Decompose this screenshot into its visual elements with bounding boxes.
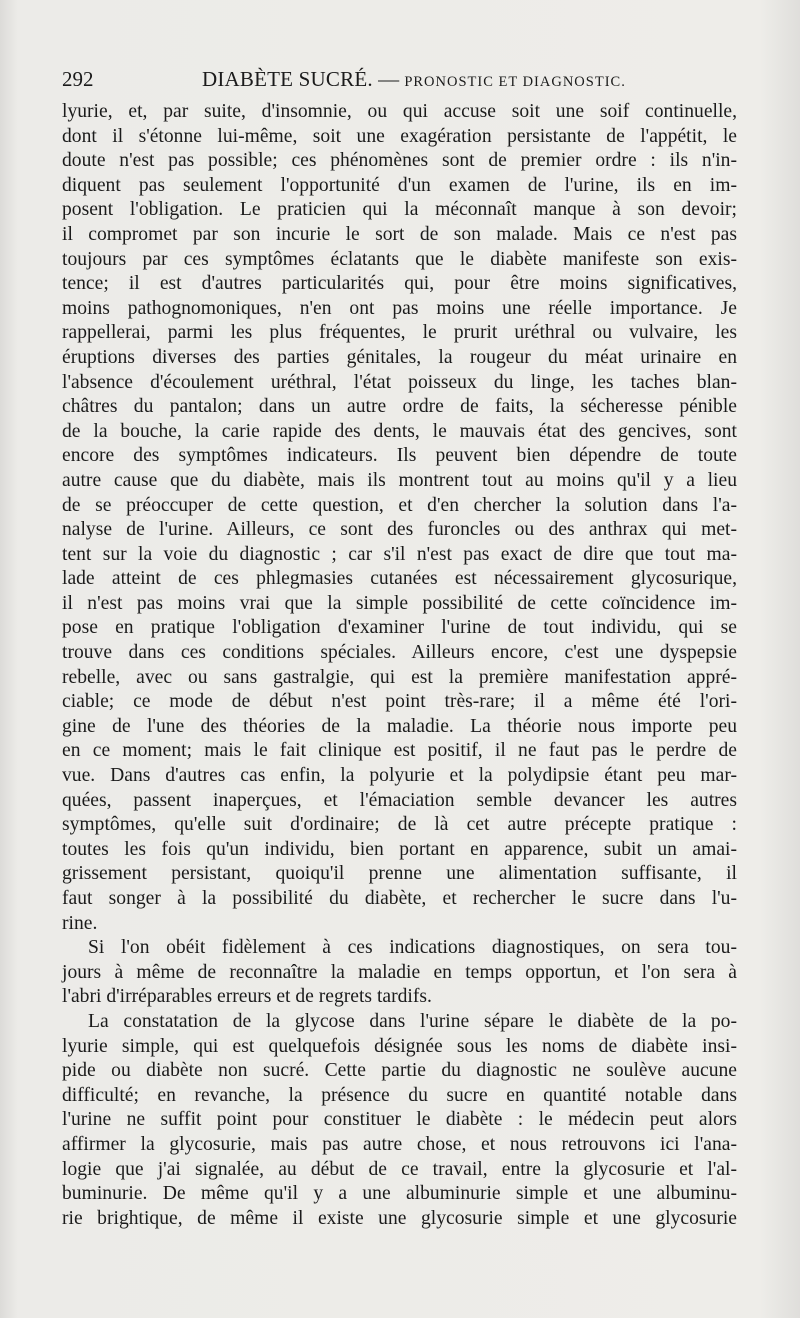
text-line: doute n'est pas possible; ces phénomènes sont de premier ordre : ils n'in- (62, 150, 737, 172)
text-line: dont il s'étonne lui-même, soit une exagération persistante de l'appétit, le (62, 125, 737, 147)
text-line: lyurie, et, par suite, d'insomnie, ou qui accuse soit une soif continuelle, (62, 101, 737, 122)
paragraph-end-line: rine. (62, 912, 98, 934)
paragraph-start-line: La constatation de la glycose dans l'urine sépare le diabète de la po- (88, 1010, 737, 1032)
text-line: trouve dans ces conditions spéciales. Ailleurs encore, c'est une dyspepsie (62, 642, 737, 664)
text-line: buminurie. De même qu'il y a une albuminurie simple et une albuminu- (62, 1183, 737, 1205)
header-title: DIABÈTE SUCRÉ. (202, 67, 373, 91)
text-line: tence; il est d'autres particularités qui, pour être moins significatives, (62, 273, 737, 295)
text-line: pose en pratique l'obligation d'examiner l'urine de tout individu, qui se (62, 617, 737, 639)
text-line: autre cause que du diabète, mais ils montrent tout au moins qu'il y a lieu (62, 469, 737, 491)
text-line: de la bouche, la carie rapide des dents, le mauvais état des gencives, sont (62, 420, 737, 442)
text-line: il compromet par son incurie le sort de son malade. Mais ce n'est pas (62, 223, 737, 245)
text-line: diquent pas seulement l'opportunité d'un examen de l'urine, ils en im- (62, 174, 737, 196)
text-line: éruptions diverses des parties génitales, la rougeur du méat urinaire en (62, 346, 737, 368)
text-line: toujours par ces symptômes éclatants que le diabète manifeste son exis- (62, 248, 737, 270)
body-text (62, 100, 737, 1231)
text-line: faut songer à la possibilité du diabète, et rechercher le sucre dans l'u- (62, 888, 737, 909)
text-line: logie que j'ai signalée, au début de ce travail, entre la glycosurie et l'al- (62, 1158, 737, 1180)
text-line: grissement persistant, quoiqu'il prenne une alimentation suffisante, il (62, 863, 737, 885)
header-dash: — (378, 67, 400, 91)
text-line: encore des symptômes indicateurs. Ils peuvent bien dépendre de toute (62, 445, 737, 467)
text-line: châtres du pantalon; dans un autre ordre de faits, la sécheresse pénible (62, 396, 737, 418)
text-line: posent l'obligation. Le praticien qui la méconnaît manque à son devoir; (62, 199, 737, 221)
text-line: moins pathognomoniques, n'en ont pas moins une réelle importance. Je (62, 297, 737, 319)
text-line: lyurie simple, qui est quelquefois désignée sous les noms de diabète insi- (62, 1035, 737, 1057)
text-line: en ce moment; mais le fait clinique est positif, il ne faut pas le perdre de (62, 740, 737, 762)
running-header (62, 66, 737, 95)
text-line: difficulté; en revanche, la présence du sucre en quantité notable dans (62, 1084, 737, 1106)
text-line: ciable; ce mode de début n'est point très-rare; il a même été l'ori- (62, 691, 737, 713)
text-line: quées, passent inaperçues, et l'émaciation semble devancer les autres (62, 789, 737, 811)
text-line: tent sur la voie du diagnostic ; car s'il n'est pas exact de dire que tout ma- (62, 543, 737, 565)
paragraph-end-line: l'abri d'irréparables erreurs et de regrets tardifs. (62, 986, 432, 1008)
text-line: toutes les fois qu'un individu, bien portant en apparence, subit un amai- (62, 838, 737, 860)
text-line: gine de l'une des théories de la maladie. La théorie nous importe peu (62, 715, 737, 737)
text-line: il n'est pas moins vrai que la simple possibilité de cette coïncidence im- (62, 592, 737, 614)
text-line: pide ou diabète non sucré. Cette partie du diagnostic ne soulève aucune (62, 1060, 737, 1082)
text-line: l'urine ne suffit point pour constituer le diabète : le médecin peut alors (62, 1109, 737, 1131)
text-line: rappellerai, parmi les plus fréquentes, le prurit uréthral ou vulvaire, les (62, 322, 737, 344)
text-line: symptômes, qu'elle suit d'ordinaire; de là cet autre précepte pratique : (62, 814, 737, 836)
text-line: rebelle, avec ou sans gastralgie, qui est la première manifestation appré- (62, 666, 737, 688)
text-line: de se préoccuper de cette question, et d'en chercher la solution dans l'a- (62, 494, 737, 516)
paragraph-start-line: Si l'on obéit fidèlement à ces indications diagnostiques, on sera tou- (88, 937, 737, 959)
text-line: nalyse de l'urine. Ailleurs, ce sont des furoncles ou des anthrax qui met- (62, 519, 737, 541)
text-line: l'absence d'écoulement uréthral, l'état poisseux du linge, les taches blan- (62, 371, 737, 393)
header-section: PRONOSTIC ET DIAGNOSTIC. (404, 74, 626, 90)
page-number: 292 (62, 67, 94, 91)
text-line: affirmer la glycosurie, mais pas autre chose, et nous retrouvons ici l'ana- (62, 1133, 737, 1155)
text-line: lade atteint de ces phlegmasies cutanées est nécessairement glycosurique, (62, 568, 737, 590)
text-line: vue. Dans d'autres cas enfin, la polyurie et la polydipsie étant peu mar- (62, 765, 737, 787)
text-line: rie brightique, de même il existe une glycosurie simple et une glycosurie (62, 1207, 737, 1229)
text-line: jours à même de reconnaître la maladie en temps opportun, et l'on sera à (62, 961, 737, 983)
